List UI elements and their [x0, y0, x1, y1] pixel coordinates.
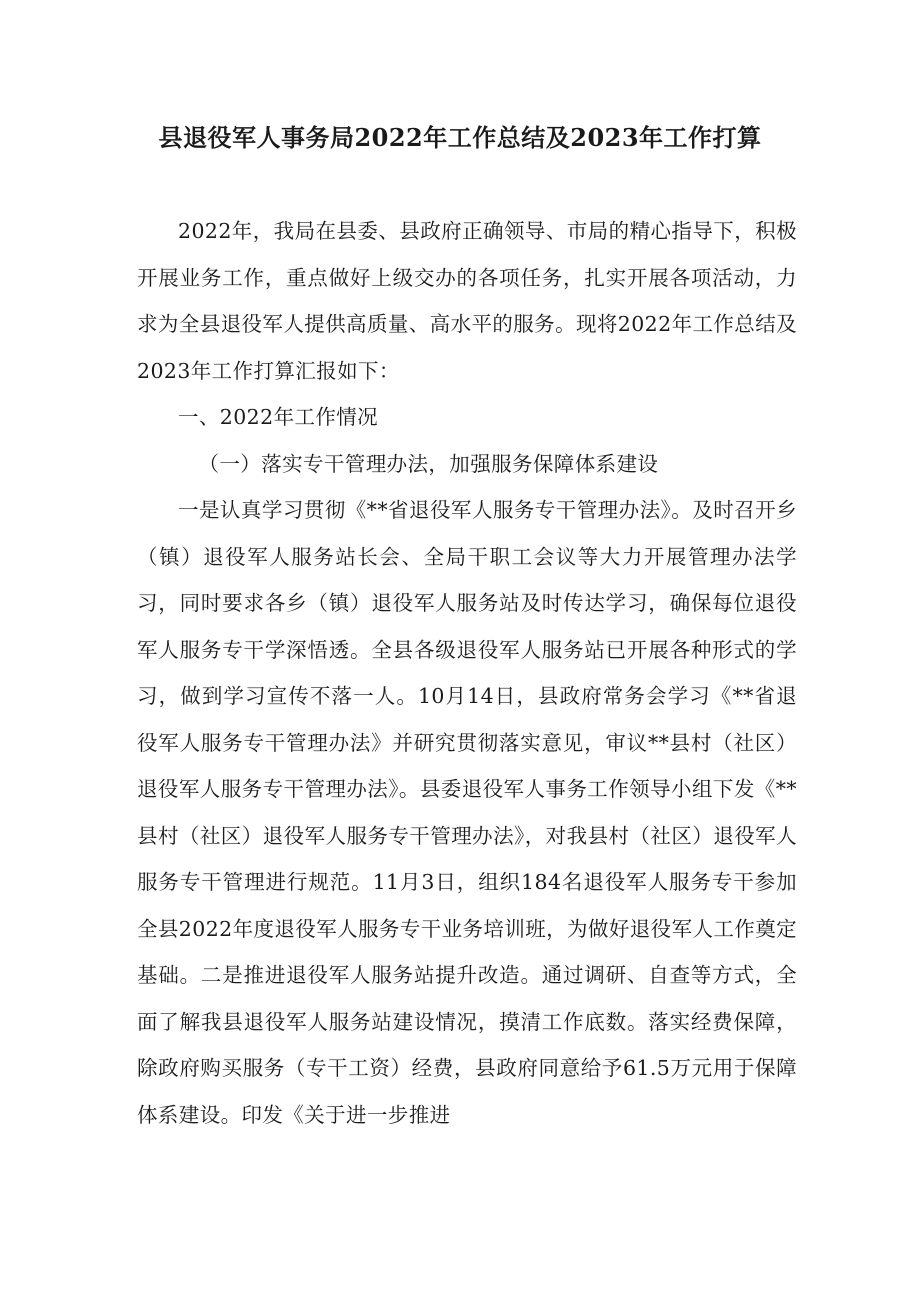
- subsection-heading-management: （一）落实专干管理办法，加强服务保障体系建设: [198, 451, 659, 476]
- document-body: [137, 208, 797, 1138]
- intro-paragraph: 2022年，我局在县委、县政府正确领导、市局的精心指导下，积极开展业务工作，重点做好上级交办的各项任务，扎实开展各项活动，力求为全县退役军人提供高质量、高水平的服务。现将2022年工作总结及2023年工作打算汇报如下：: [137, 219, 797, 383]
- section-heading-2022-work: 一、2022年工作情况: [178, 405, 379, 429]
- document-title: 县退役军人事务局2022年工作总结及2023年工作打算: [158, 123, 762, 152]
- body-paragraph: 一是认真学习贯彻《**省退役军人服务专干管理办法》。及时召开乡（镇）退役军人服务站长会、全局干职工会议等大力开展管理办法学习，同时要求各乡（镇）退役军人服务站及时传达学习，确保每位退役军人服务专干学深悟透。全县各级退役军人服务站已开展各种形式的学习，做到学习宣传不落一人。10月14日，县政府常务会学习《**省退役军人服务专干管理办法》并研究贯彻落实意见，审议**县村（社区）退役军人服务专干管理办法》。县委退役军人事务工作领导小组下发《**县村（社区）退役军人服务专干管理办法》，对我县村（社区）退役军人服务专干管理进行规范。11月3日，组织184名退役军人服务专干参加全县2022年度退役军人服务专干业务培训班，为做好退役军人工作奠定基础。二是推进退役军人服务站提升改造。通过调研、自查等方式，全面了解我县退役军人服务站建设情况，摸清工作底数。落实经费保障，除政府购买服务（专干工资）经费，县政府同意给予61.5万元用于保障体系建设。印发《关于进一步推进: [137, 498, 797, 1127]
